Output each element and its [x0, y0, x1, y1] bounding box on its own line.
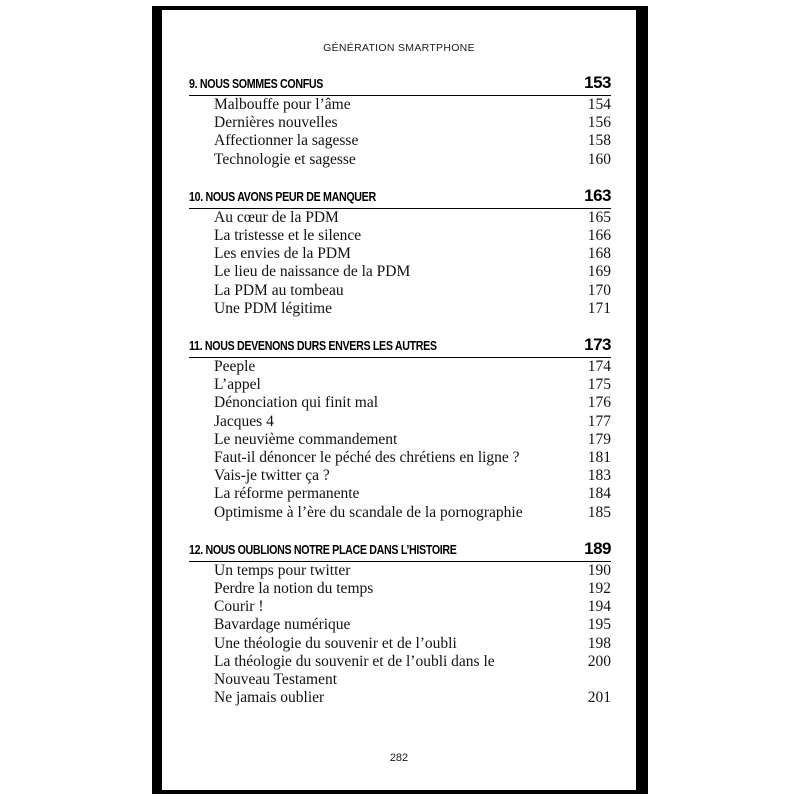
toc-entry-label: Faut-il dénoncer le péché des chrétiens en ligne ?: [214, 449, 520, 467]
toc-entry: [189, 245, 611, 263]
toc-entry-label: Optimisme à l’ère du scandale de la pornographie: [214, 503, 523, 521]
toc-entry-page: 176: [587, 394, 611, 412]
toc-entry-page: 166: [587, 227, 611, 245]
toc-entry-page: 158: [587, 132, 611, 150]
toc-entry: [189, 376, 611, 394]
toc-entry: [189, 431, 611, 449]
toc-entry-label: L’appel: [214, 376, 261, 394]
toc-entry-page: 171: [587, 299, 611, 317]
toc-entry: [189, 132, 611, 150]
chapter-heading: [189, 335, 611, 358]
chapter-title: 9. NOUS SOMMES CONFUS: [189, 76, 324, 91]
toc-entry: [189, 263, 611, 281]
toc-entry: [189, 394, 611, 412]
toc-entry: [189, 300, 611, 318]
toc-entry-label: Bavardage numérique: [214, 616, 351, 634]
toc-entry-label: Peeple: [214, 358, 256, 376]
running-header: GÉNÉRATION SMARTPHONE: [323, 42, 475, 54]
toc-entry-page: 192: [587, 580, 611, 598]
chapter-heading: [189, 539, 611, 562]
toc-entry-label: Le lieu de naissance de la PDM: [214, 263, 411, 281]
toc-entry-label: Dénonciation qui finit mal: [214, 394, 379, 412]
toc-entry-label: Perdre la notion du temps: [214, 580, 374, 598]
toc-entry-label: Les envies de la PDM: [214, 245, 351, 263]
toc-entry: [189, 227, 611, 245]
toc-entry-label: Au cœur de la PDM: [214, 208, 339, 226]
toc-entry-page: 198: [587, 634, 611, 652]
toc-entry: [189, 635, 611, 653]
toc-entry-label: Ne jamais oublier: [214, 689, 325, 707]
toc-entry-page: 184: [587, 485, 611, 503]
chapter-title: 10. NOUS AVONS PEUR DE MANQUER: [189, 188, 376, 204]
toc-entry: [189, 485, 611, 503]
chapter-title: 12. NOUS OUBLIONS NOTRE PLACE DANS L’HISTOIRE: [189, 541, 457, 557]
chapter-heading: [189, 73, 611, 96]
toc-entry: [189, 96, 611, 114]
toc-entry-label: Courir !: [214, 598, 264, 616]
toc-entry-page: 190: [587, 561, 611, 579]
toc-entry-label: Une PDM légitime: [214, 299, 332, 317]
toc-entry-page: 154: [587, 96, 611, 113]
toc-entry-page: 170: [587, 281, 611, 299]
toc-entry: [189, 209, 611, 227]
toc-entry-page: 181: [587, 449, 611, 467]
toc-entry-page: 201: [587, 689, 611, 707]
toc-entry-page: 194: [587, 598, 611, 616]
chapter-page-number: 189: [584, 538, 611, 558]
toc-entry-label: Une théologie du souvenir et de l’oubli: [214, 634, 457, 652]
toc-entry: [189, 616, 611, 634]
toc-entry-label: Jacques 4: [214, 412, 274, 430]
toc-entry: [189, 413, 611, 431]
toc-entry-label: Dernières nouvelles: [214, 114, 338, 132]
toc-entry: [189, 598, 611, 616]
chapter-page-number: 153: [584, 73, 611, 92]
toc-entry-page: 179: [587, 430, 611, 448]
toc-entry-label: Le neuvième commandement: [214, 430, 398, 448]
toc-entry: [189, 504, 611, 522]
chapter-section: [189, 73, 611, 169]
toc-entry-label: La PDM au tombeau: [214, 281, 344, 299]
chapter-section: [189, 539, 611, 708]
toc-entry-page: 169: [587, 263, 611, 281]
toc-entry: [189, 580, 611, 598]
toc-entry-page: 177: [587, 412, 611, 430]
toc-entry: [189, 653, 611, 689]
toc-entry-label: Un temps pour twitter: [214, 561, 351, 579]
page-number: 282: [389, 752, 409, 764]
toc-entry: [189, 282, 611, 300]
toc-entry-page: 183: [587, 467, 611, 485]
toc-entry-label: La réforme permanente: [214, 485, 360, 503]
table-of-contents: [189, 73, 611, 724]
toc-entry-page: 165: [587, 208, 611, 226]
toc-entry: [189, 151, 611, 169]
toc-entry-page: 200: [587, 652, 611, 670]
chapter-page-number: 173: [584, 335, 611, 355]
toc-entry: [189, 358, 611, 376]
toc-entry: [189, 114, 611, 132]
chapter-page-number: 163: [584, 185, 611, 205]
chapter-title: 11. NOUS DEVENONS DURS ENVERS LES AUTRES: [189, 338, 437, 354]
toc-entry-page: 156: [587, 114, 611, 132]
toc-entry-label: Malbouffe pour l’âme: [214, 96, 351, 113]
toc-entry: [189, 562, 611, 580]
chapter-section: [189, 186, 611, 318]
toc-entry-label: Affectionner la sagesse: [214, 132, 359, 150]
toc-entry: [189, 449, 611, 467]
toc-entry-page: 185: [587, 503, 611, 521]
toc-entry: [189, 467, 611, 485]
toc-entry-page: 175: [587, 376, 611, 394]
toc-entry-label: La tristesse et le silence: [214, 227, 362, 245]
toc-entry-label: Technologie et sagesse: [214, 150, 356, 168]
page-frame: [152, 6, 648, 794]
toc-entry-page: 168: [587, 245, 611, 263]
chapter-section: [189, 335, 611, 522]
toc-entry-label: La théologie du souvenir et de l’oubli dans le Nouveau Testament: [214, 652, 495, 689]
book-page: [162, 10, 636, 790]
chapter-heading: [189, 186, 611, 209]
toc-entry-page: 160: [587, 150, 611, 168]
toc-entry-page: 174: [587, 358, 611, 376]
toc-entry-label: Vais-je twitter ça ?: [214, 467, 330, 485]
toc-entry-page: 195: [587, 616, 611, 634]
toc-entry: [189, 689, 611, 707]
